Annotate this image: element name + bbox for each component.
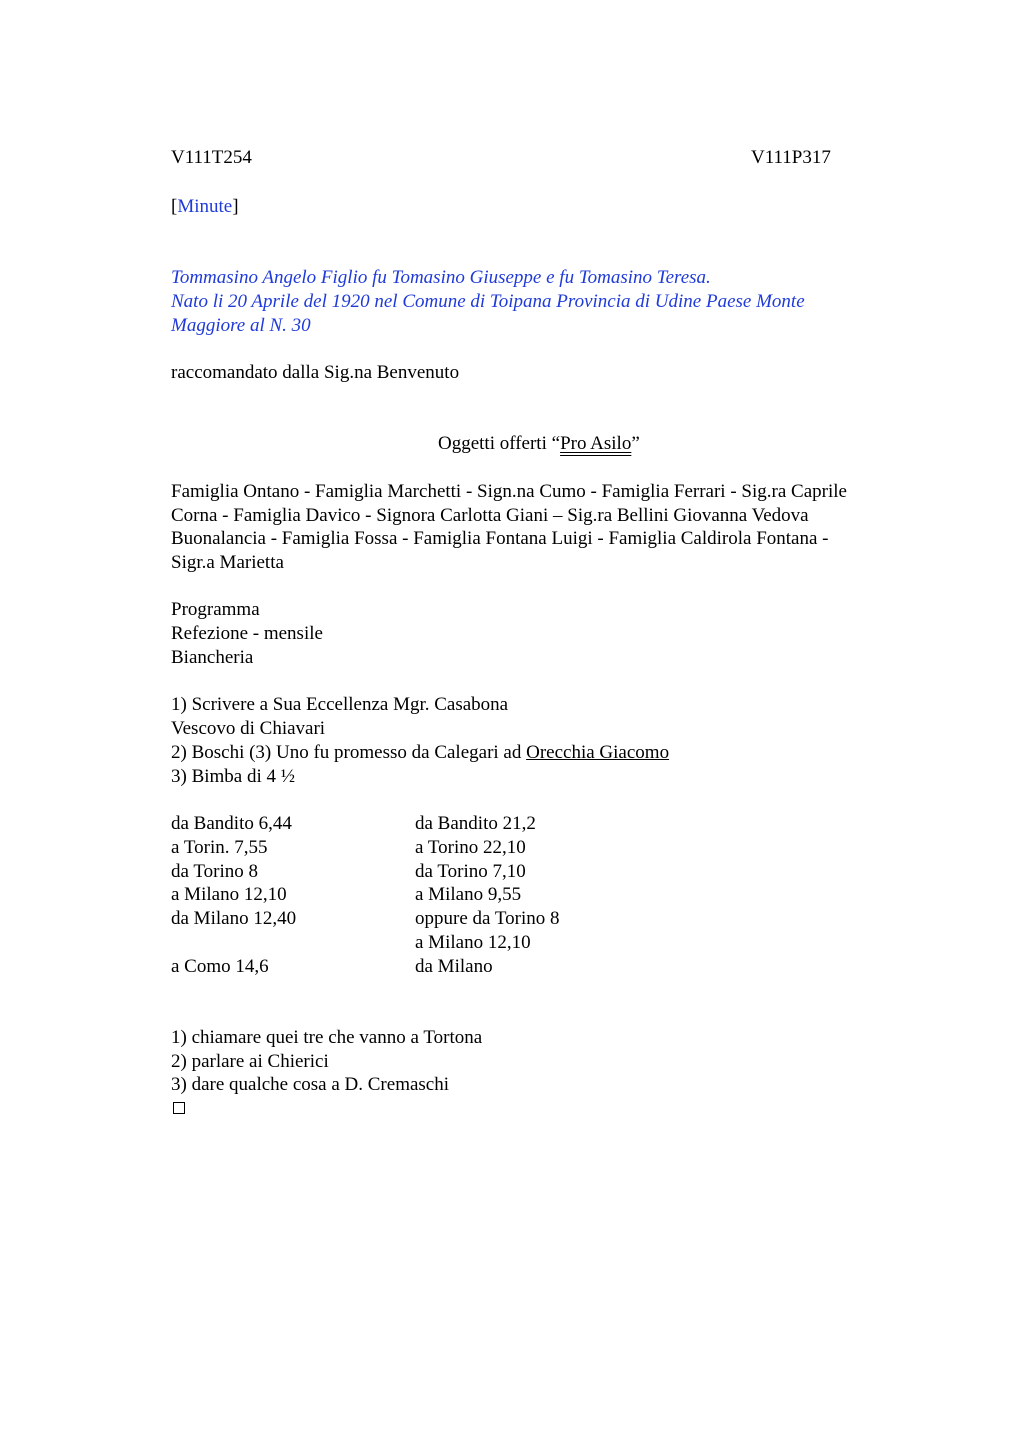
schedule-left-cell: a Milano 12,10 <box>171 884 287 905</box>
header-left-code: V111T254 <box>171 147 252 168</box>
intro-line-3: Maggiore al N. 30 <box>171 315 311 336</box>
offered-underlined: Pro Asilo <box>560 433 632 454</box>
todo-line-2: 2) parlare ai Chierici <box>171 1051 329 1072</box>
programma-item: Refezione - mensile <box>171 623 323 644</box>
families-line-4: Sigr.a Marietta <box>171 552 284 573</box>
schedule-left-cell: a Torin. 7,55 <box>171 837 268 858</box>
schedule-right-cell: oppure da Torino 8 <box>415 908 560 929</box>
empty-checkbox-glyph <box>173 1102 185 1114</box>
programma-item: Biancheria <box>171 647 254 668</box>
schedule-right-cell: da Torino 7,10 <box>415 861 526 882</box>
schedule-right-cell: a Milano 12,10 <box>415 932 531 953</box>
header-right-code: V111P317 <box>751 147 831 168</box>
schedule-right-cell: da Bandito 21,2 <box>415 813 536 834</box>
intro-line-2: Nato li 20 Aprile del 1920 nel Comune di Toipana Provincia di Udine Paese Monte <box>171 291 805 312</box>
offered-heading <box>438 432 640 456</box>
offered-prefix: Oggetti offerti “ <box>438 433 561 454</box>
todo-line-3: 3) dare qualche cosa a D. Cremaschi <box>171 1074 450 1095</box>
bracket-open: [ <box>171 196 178 217</box>
families-line-2: Corna - Famiglia Davico - Signora Carlotta Giani – Sig.ra Bellini Giovanna Vedova <box>171 505 809 526</box>
task-line-1: 1) Scrivere a Sua Eccellenza Mgr. Casabona <box>171 694 509 715</box>
families-line-1: Famiglia Ontano - Famiglia Marchetti - Sign.na Cumo - Famiglia Ferrari - Sig.ra Caprile <box>171 481 847 502</box>
schedule-right-cell: a Torino 22,10 <box>415 837 526 858</box>
schedule-left-cell: da Milano 12,40 <box>171 908 297 929</box>
offered-suffix: ” <box>631 433 640 454</box>
schedule-left-cell: da Torino 8 <box>171 861 258 882</box>
task-line-2: Vescovo di Chiavari <box>171 718 326 739</box>
minute-link[interactable]: Minute <box>177 196 233 217</box>
intro-line-1: Tommasino Angelo Figlio fu Tomasino Giuseppe e fu Tomasino Teresa. <box>171 267 711 288</box>
task-line-4: 3) Bimba di 4 ½ <box>171 766 296 787</box>
schedule-right-cell: a Milano 9,55 <box>415 884 522 905</box>
task-line-3-name: Orecchia Giacomo <box>526 742 670 763</box>
schedule-right-cell: da Milano <box>415 956 493 977</box>
todo-line-1: 1) chiamare quei tre che vanno a Tortona <box>171 1027 483 1048</box>
schedule-left-cell: da Bandito 6,44 <box>171 813 292 834</box>
task-line-3-text: 2) Boschi (3) Uno fu promesso da Calegari ad <box>171 742 527 763</box>
families-line-3: Buonalancia - Famiglia Fossa - Famiglia Fontana Luigi - Famiglia Caldirola Fontana - <box>171 528 829 549</box>
bracket-close: ] <box>232 196 239 217</box>
minute-link-line <box>171 195 239 219</box>
task-line-3 <box>171 741 669 765</box>
schedule-left-cell: a Como 14,6 <box>171 956 269 977</box>
recommended-text: raccomandato dalla Sig.na Benvenuto <box>171 362 460 383</box>
programma-heading: Programma <box>171 599 260 620</box>
